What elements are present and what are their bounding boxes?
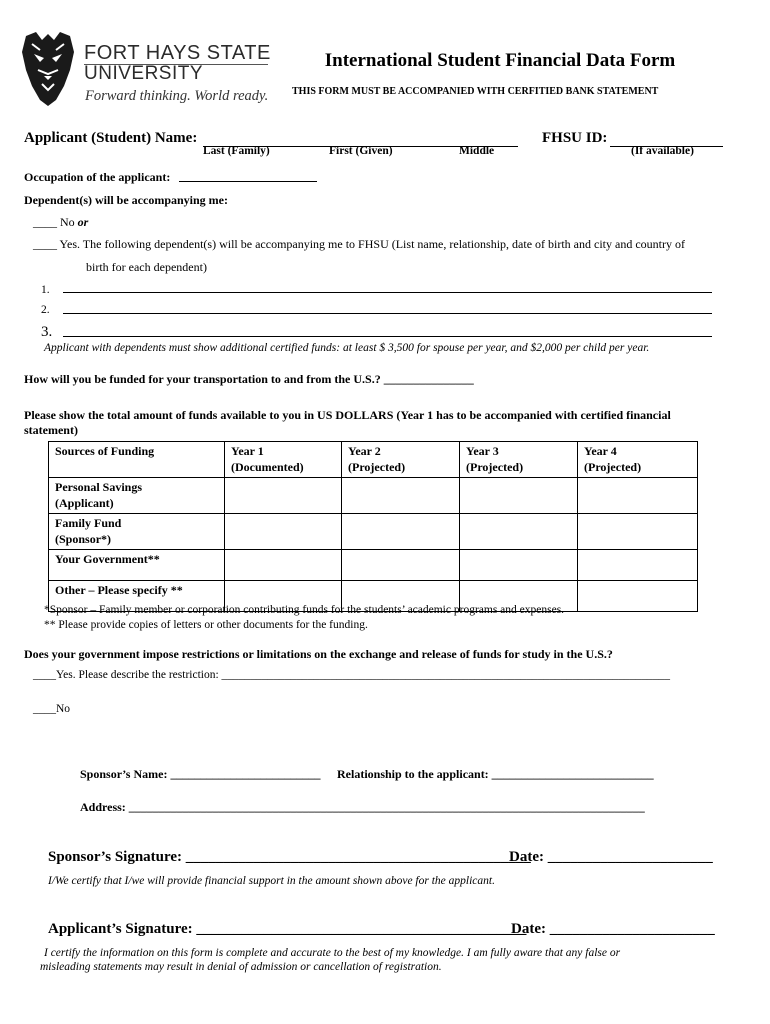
dependent-line-2[interactable] [63,302,712,314]
header-sources: Sources of Funding [49,442,225,478]
first-name-hint: First (Given) [329,145,393,157]
cell-personal-savings-year-4[interactable] [578,478,698,514]
occupation-label: Occupation of the applicant: [24,170,171,184]
government-question: Does your government impose restrictions or limitations on the exchange and release of funds for study in the U.S.? [24,647,613,661]
funding-table [48,441,698,612]
dependents-heading: Dependent(s) will be accompanying me: [24,193,228,207]
form-title: International Student Financial Data Form [324,50,676,71]
logo-divider [84,64,268,65]
header-year-1: Year 1 (Documented) [225,442,342,478]
logo-line-1: FORT HAYS STATE [84,42,271,64]
dependents-no-option[interactable] [33,215,88,230]
dependent-line-1[interactable] [63,281,712,293]
dependent-number-3: 3. [41,324,53,340]
form-subtitle: THIS FORM MUST BE ACCOMPANIED WITH CERFITIED BANK STATEMENT [292,86,659,97]
header-year-3: Year 3 (Projected) [460,442,578,478]
cell-other-year-4[interactable] [578,581,698,612]
cell-government-year-1[interactable] [225,550,342,581]
sponsor-name-field[interactable]: Sponsor’s Name: _________________________ [80,767,321,781]
middle-name-hint: Middle [459,145,495,157]
fhsu-id-label: FHSU ID: [542,130,608,146]
cell-personal-savings-year-3[interactable] [460,478,578,514]
dependents-yes-option[interactable]: ____ Yes. The following dependent(s) will be accompanying me to FHSU (List name, relationship, date of birth and city and country of [33,237,685,251]
applicant-certification-line-2: misleading statements may result in denial of admission or cancellation of registration. [40,961,442,973]
dependent-number-1: 1. [41,284,50,296]
applicant-name-label: Applicant (Student) Name: [24,130,198,146]
cell-government-year-2[interactable] [342,550,460,581]
relationship-field[interactable]: Relationship to the applicant: ___________________________ [337,767,654,781]
government-yes-option[interactable]: ____Yes. Please describe the restriction: ______________________________________________________________________________ [33,669,671,681]
cell-personal-savings-year-1[interactable] [225,478,342,514]
row-label-other: Other – Please specify ** [49,581,225,612]
table-row [49,550,698,581]
sponsor-date-field[interactable]: Date: ______________________ [509,849,713,865]
cell-family-fund-year-1[interactable] [225,514,342,550]
documents-footnote: ** Please provide copies of letters or other documents for the funding. [44,619,368,631]
transport-question[interactable]: How will you be funded for your transportation to and from the U.S.? _______________ [24,372,474,386]
row-label-family-fund: Family Fund (Sponsor*) [49,514,225,550]
applicant-date-field[interactable]: Date: ______________________ [511,921,715,937]
last-name-hint: Last (Family) [203,145,270,157]
row-label-government: Your Government** [49,550,225,581]
applicant-signature-field[interactable]: Applicant’s Signature: ____________________________________________ [48,921,527,937]
tiger-head-icon [18,30,78,108]
cell-family-fund-year-3[interactable] [460,514,578,550]
funding-header-row [49,442,698,478]
logo-tagline: Forward thinking. World ready. [85,88,269,104]
logo-line-2: UNIVERSITY [84,63,204,84]
dependent-line-3[interactable] [63,325,712,337]
sponsor-signature-field[interactable]: Sponsor’s Signature: ______________________________________________ [48,849,531,865]
dependents-or-text: or [77,215,89,229]
funds-question-line-1: Please show the total amount of funds available to you in US DOLLARS (Year 1 has to be accompanied with certified financial [24,408,671,422]
government-no-option[interactable]: ____No [33,703,71,715]
header-year-2: Year 2 (Projected) [342,442,460,478]
dependents-funds-note: Applicant with dependents must show additional certified funds: at least $ 3,500 for spouse per year, and $2,000 per child per year. [44,342,650,354]
address-field[interactable]: Address: ______________________________________________________________________________________ [80,800,645,814]
dependents-no-text: ____ No [33,215,75,229]
occupation-field[interactable] [179,170,317,182]
fhsu-id-hint: (If available) [631,145,694,157]
table-row [49,478,698,514]
table-row [49,514,698,550]
cell-family-fund-year-4[interactable] [578,514,698,550]
cell-government-year-3[interactable] [460,550,578,581]
cell-family-fund-year-2[interactable] [342,514,460,550]
funds-question-line-2: statement) [24,423,78,437]
dependent-number-2: 2. [41,304,50,316]
dependents-yes-line-2: birth for each dependent) [86,260,207,274]
cell-personal-savings-year-2[interactable] [342,478,460,514]
header-year-4: Year 4 (Projected) [578,442,698,478]
sponsor-footnote: *Sponsor – Family member or corporation contributing funds for the students’ academic programs and expenses. [44,604,565,616]
university-logo [18,28,271,110]
cell-government-year-4[interactable] [578,550,698,581]
applicant-certification-line-1: I certify the information on this form is complete and accurate to the best of my knowledge. I am fully aware that any false or [44,947,621,959]
row-label-personal-savings: Personal Savings (Applicant) [49,478,225,514]
sponsor-certification: I/We certify that I/we will provide financial support in the amount shown above for the applicant. [48,875,495,887]
